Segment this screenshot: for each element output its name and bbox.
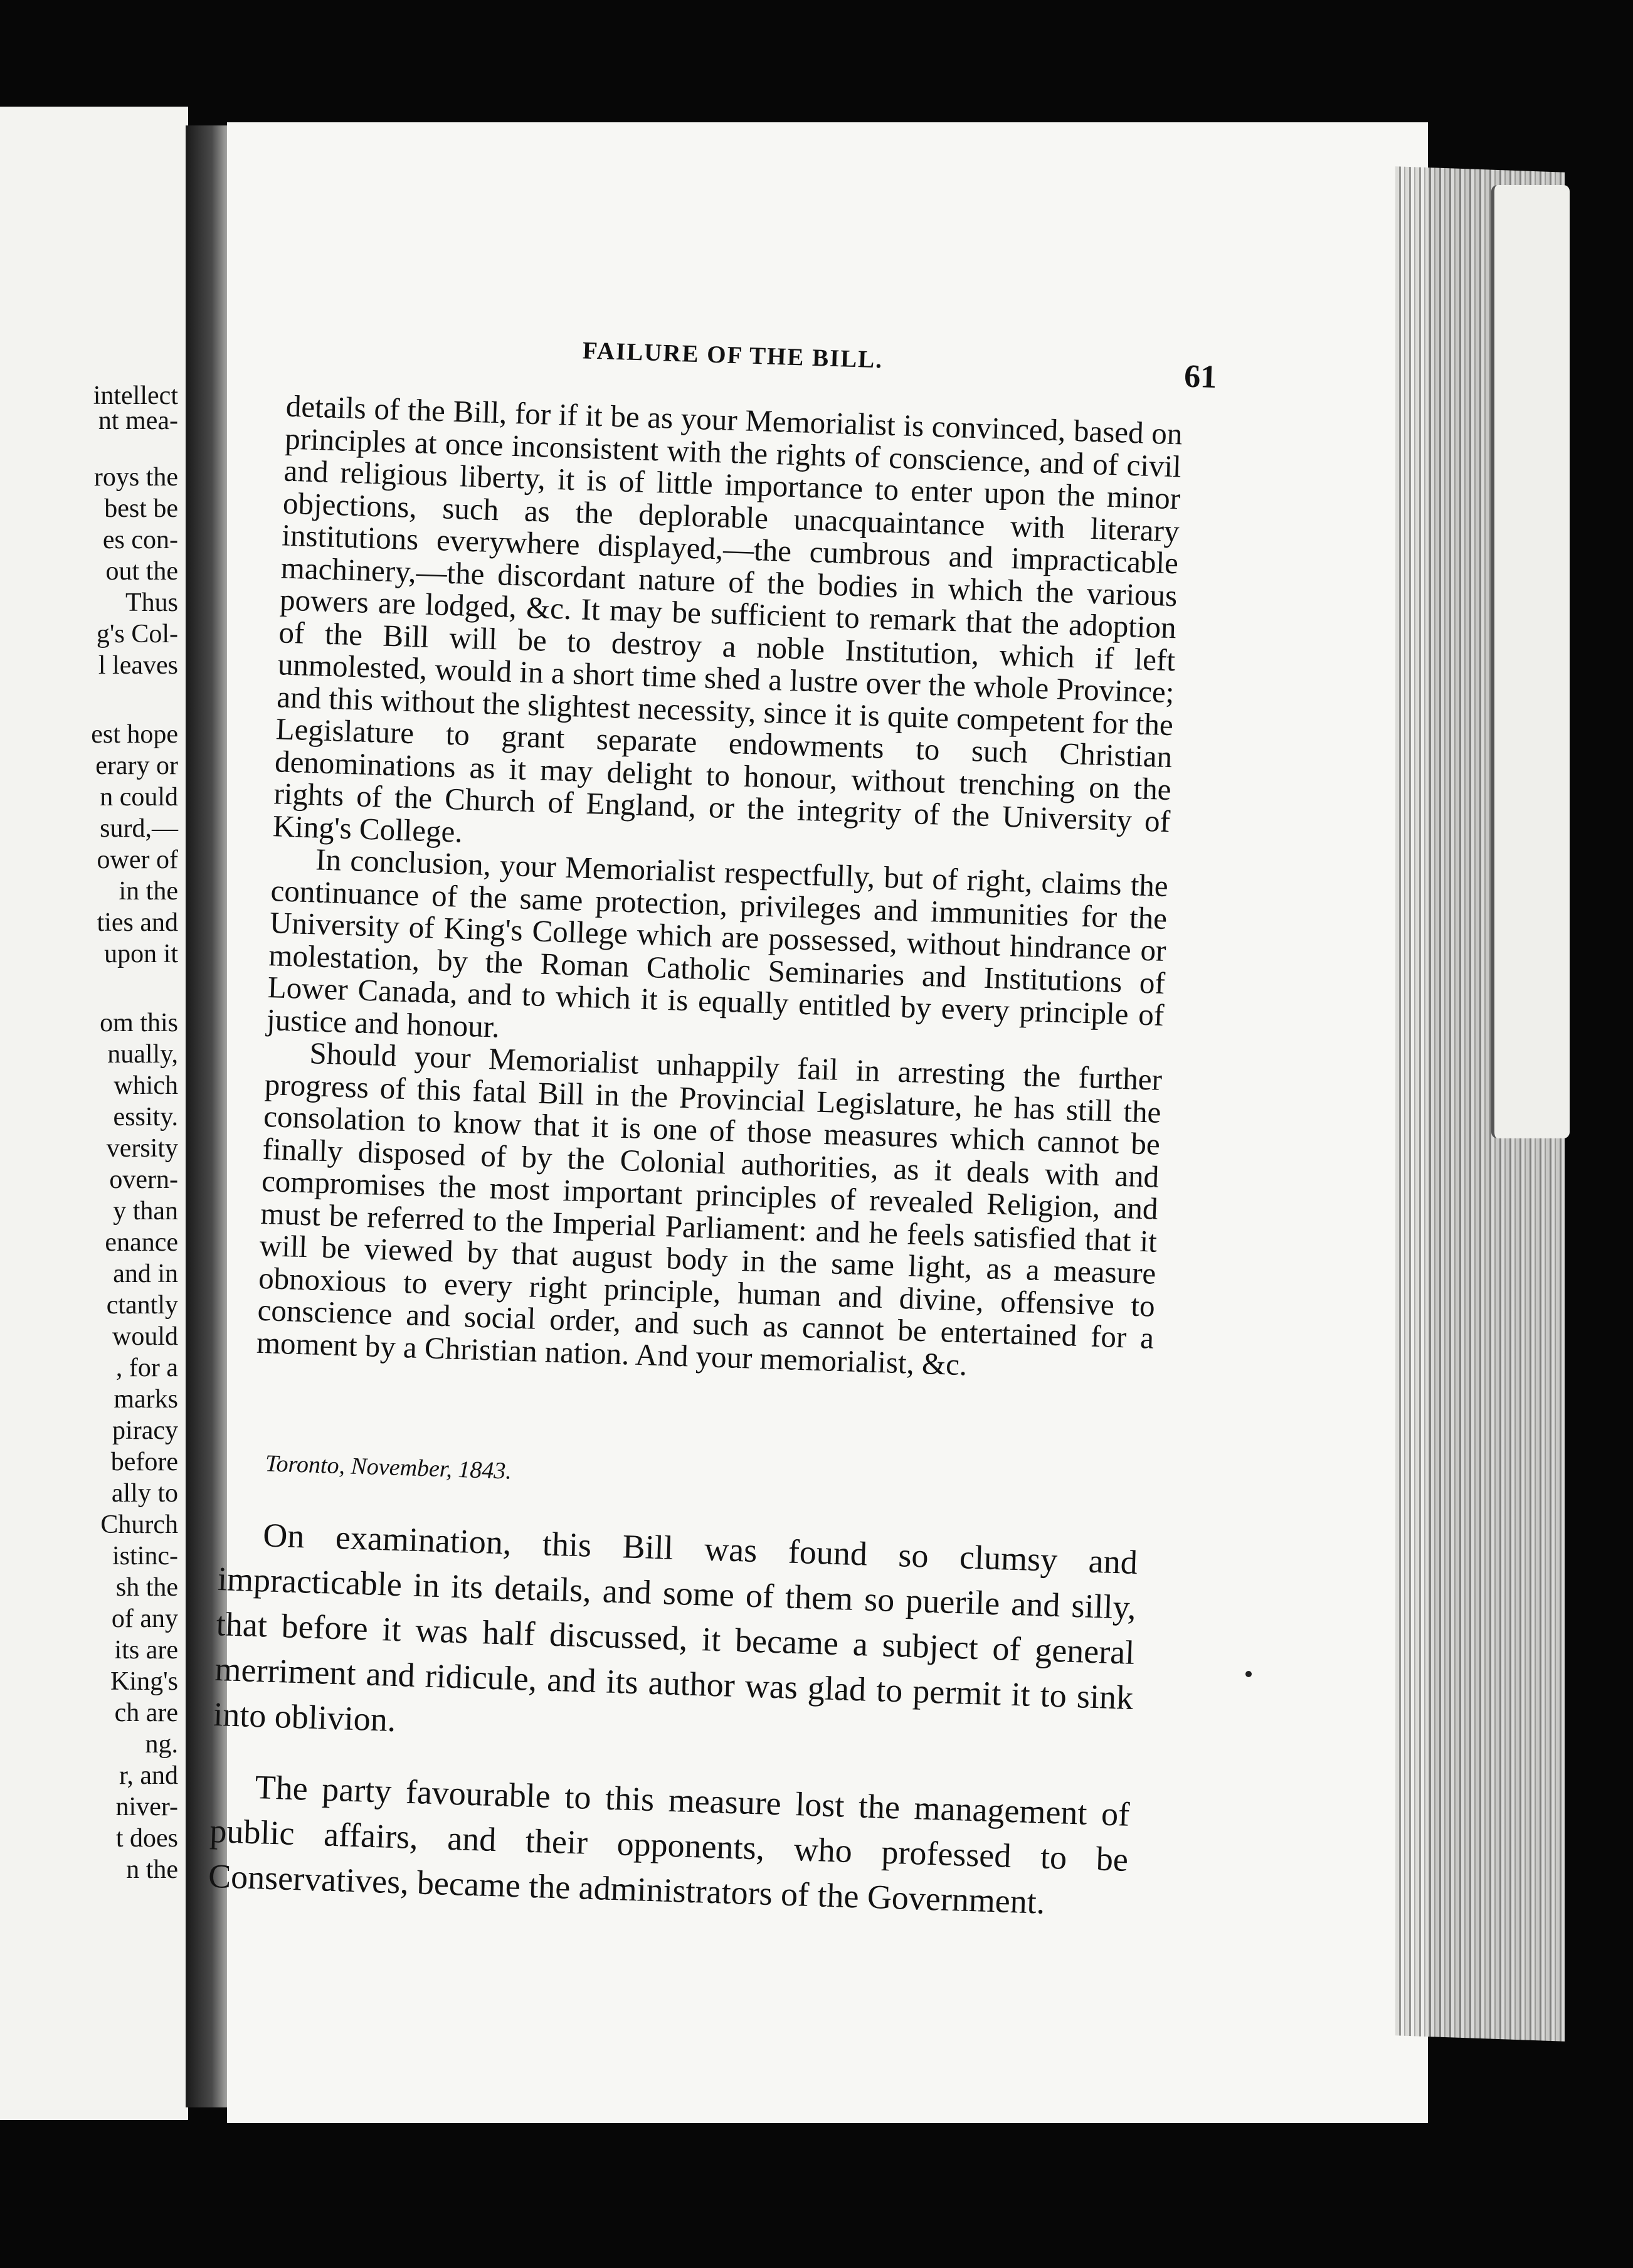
left-page-line: enance <box>105 1228 178 1257</box>
left-page-line: surd,— <box>100 814 178 843</box>
left-page-line: roys the <box>93 463 178 492</box>
left-page-line: ally to <box>111 1479 178 1508</box>
memorial-signature: Toronto, November, 1843. <box>265 1450 512 1485</box>
left-page-line: overn- <box>109 1165 178 1194</box>
left-page-line: nt mea- <box>98 406 178 435</box>
narrative-text <box>207 1511 1138 1954</box>
left-page-line: upon it <box>104 940 178 968</box>
left-page-line: before <box>110 1448 178 1476</box>
memorial-paragraph-3: Should your Memorialist unhappily fail in arresting the further progress of this fatal Bill in the Provincial Legislature, he has still the consolation to know that it is one of those measures which cannot be finally disposed of by the Colonial authorities, as it deals with and compromises the most important principles of revealed Religion, and must be referred to the Imperial Parliament: and he feels satisfied that it will be viewed by that august body in the same light, as a measure obnoxious to every right principle, human and divine, offensive to conscience and social order, and such as cannot be entertained for a moment by a Christian nation. And your memorialist, &c. <box>256 1036 1163 1382</box>
left-page-line: ctantly <box>106 1291 178 1320</box>
left-page-line: nually, <box>107 1040 178 1069</box>
left-page-line: istinc- <box>112 1542 178 1571</box>
left-page-line: piracy <box>112 1416 178 1445</box>
left-page-line: King's <box>110 1667 178 1696</box>
left-page-line: g's Col- <box>96 620 178 649</box>
left-page-line: niver- <box>115 1793 178 1821</box>
left-page-line: in the <box>119 877 178 906</box>
left-page-line: , for a <box>115 1354 178 1382</box>
book-edge-tab <box>1491 185 1570 1138</box>
narrative-paragraph-2: The party favourable to this measure lost the management of public affairs, and their opponents, who professed to be Conservatives, became the administrators of the Government. <box>208 1768 1131 1921</box>
left-page-line: r, and <box>119 1761 178 1790</box>
left-page-line: of any <box>111 1604 178 1633</box>
memorial-paragraph-1: details of the Bill, for if it be as your Memorialist is convinced, based on principles at once inconsistent with the rights of conscience, and of civil and religious liberty, it is of little importance to enter upon the minor objections, such as the deplorable unacquaintance with literary institutions everywhere displayed,—the cumbrous and impracticable machinery,—the discordant nature of the bodies in which the various powers are lodged, &c. It may be sufficient to remark that the adoption of the Bill will be to destroy a noble Institution, which if left unmolested, would in a short time shed a lustre over the whole Province; and this without the slightest necessity, since it is quite competent for the Legislature to grant separate endowments to such Christian denominations as it may delight to honour, without trenching on the rights of the Church of England, or the integrity of the University of King's College. <box>272 388 1183 849</box>
left-page-line: est hope <box>91 720 178 749</box>
left-page-line: best be <box>104 494 178 523</box>
left-page-line: erary or <box>95 751 178 780</box>
left-page-line: es con- <box>102 526 178 554</box>
left-page-line: would <box>112 1322 178 1351</box>
page-number: 61 <box>1183 358 1218 396</box>
narrative-paragraph-1: On examination, this Bill was found so clumsy and impracticable in its details, and some of them so puerile and silly, that before it was half discussed, it became a subject of general merriment and ridicule, and its author was glad to permit it to sink into oblivion. <box>213 1516 1138 1739</box>
left-page-line: ng. <box>145 1730 178 1759</box>
left-page-fragment <box>0 107 188 2120</box>
left-page-line: Thus <box>125 588 178 617</box>
left-page-line: essity. <box>113 1103 178 1131</box>
left-page-line: intellect <box>93 381 178 410</box>
left-page-line: Church <box>100 1510 178 1539</box>
left-page-line: and in <box>113 1259 178 1288</box>
left-page-line: l leaves <box>98 651 178 680</box>
memorial-text <box>256 390 1183 1387</box>
left-page-line: t does <box>115 1824 178 1853</box>
left-page-line: its are <box>114 1636 178 1665</box>
memorial-paragraph-2: In conclusion, your Memorialist respectfully, but of right, claims the continuance of the same protection, privileges and immunities for the University of King's College which are possessed, without hindrance or molestation, by the Roman Catholic Seminaries and Institutions of Lower Canada, and to which it is equally entitled by every principle of justice and honour. <box>266 842 1169 1044</box>
left-page-line: y than <box>113 1197 178 1226</box>
left-page-line: versity <box>106 1134 178 1163</box>
left-page-line: n could <box>100 783 178 812</box>
left-page-line: ch are <box>114 1698 178 1727</box>
left-page-line: ower of <box>97 845 178 874</box>
ink-speck <box>1245 1671 1252 1677</box>
left-page-line: sh the <box>115 1573 178 1602</box>
left-page-line: out the <box>105 557 178 586</box>
left-page-line: which <box>114 1071 178 1100</box>
left-page-line: om this <box>100 1009 178 1037</box>
left-page-line: n the <box>126 1855 178 1884</box>
left-page-line: ties and <box>97 908 178 937</box>
running-head: FAILURE OF THE BILL. <box>582 337 884 374</box>
left-page-line: marks <box>114 1385 178 1414</box>
